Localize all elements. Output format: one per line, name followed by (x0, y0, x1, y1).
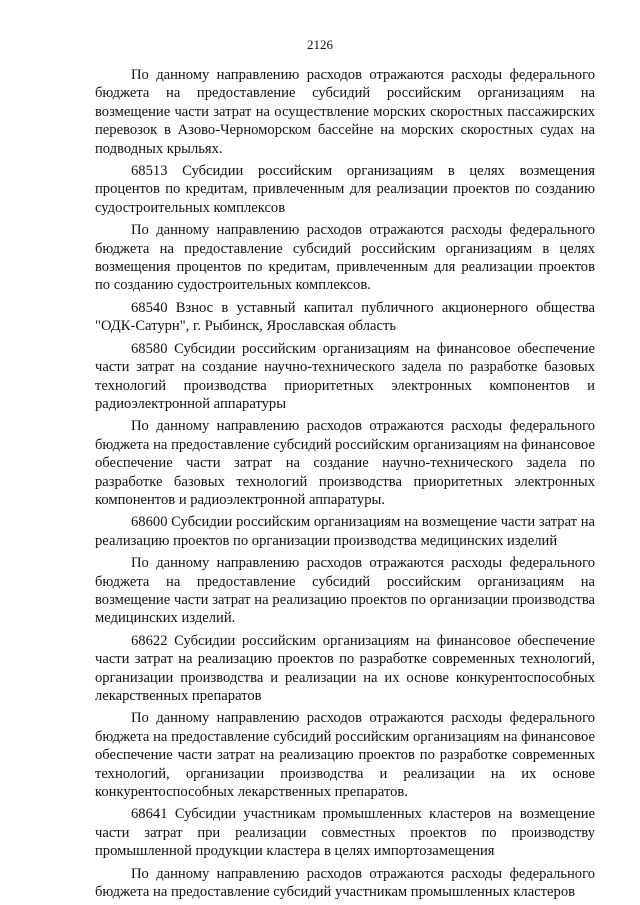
paragraph-1: По данному направлению расходов отражаются расходы федерального бюджета на предоставление субсидий российским организациям на возмещение части затрат на осуществление морских скоростных пассажирских перевозок в Азово-Черноморском бассейне на морских скоростных судах на подводных крыльях. (95, 67, 595, 157)
paragraph-6: По данному направлению расходов отражаются расходы федерального бюджета на предоставление субсидий российским организациям на финансовое обеспечение части затрат на создание научно-технического задела по разработке базовых технологий производства приоритетных электронных компонентов и радиоэлектронной аппаратуры. (95, 418, 595, 508)
page-number: 2126 (307, 37, 333, 52)
paragraph-4: 68540 Взнос в уставный капитал публичного акционерного общества "ОДК-Сатурн", г. Рыбинск, Ярославская область (95, 299, 595, 335)
paragraph-8: По данному направлению расходов отражаются расходы федерального бюджета на предоставление субсидий российским организациям на возмещение части затрат на реализацию проектов по организации производства медицинских изделий. (95, 555, 595, 627)
paragraph-2: 68513 Субсидии российским организациям в целях возмещения процентов по кредитам, привлеченным для реализации проектов по созданию судостроительных комплексов (95, 163, 595, 216)
paragraph-9: 68622 Субсидии российским организациям на финансовое обеспечение части затрат на реализацию проектов по разработке современных технологий, организации производства и реализации на их основе конкурентоспособных лекарственных препаратов (95, 632, 595, 704)
document-body (95, 66, 595, 905)
paragraph-3: По данному направлению расходов отражаются расходы федерального бюджета на предоставление субсидий российским организациям в целях возмещения процентов по кредитам, привлеченным для реализации проектов по созданию судостроительных комплексов. (95, 222, 595, 294)
paragraph-7: 68600 Субсидии российским организациям на возмещение части затрат на реализацию проектов по организации производства медицинских изделий (95, 514, 595, 549)
paragraph-11: 68641 Субсидии участникам промышленных кластеров на возмещение части затрат при реализации совместных проектов по производству промышленной продукции кластера в целях импортозамещения (95, 806, 595, 860)
paragraph-12: По данному направлению расходов отражаются расходы федерального бюджета на предоставление субсидий участникам промышленных кластеров (95, 865, 595, 901)
paragraph-10: По данному направлению расходов отражаются расходы федерального бюджета на предоставление субсидий российским организациям на финансовое обеспечение части затрат на реализацию проектов по разработке современных технологий, организации производства и реализации на их основе конкурентоспособных лекарственных препаратов. (95, 710, 595, 801)
paragraph-5: 68580 Субсидии российским организациям на финансовое обеспечение части затрат на создание научно-технического задела по разработке базовых технологий производства приоритетных электронных компонентов и радиоэлектронной аппаратуры (95, 340, 595, 412)
